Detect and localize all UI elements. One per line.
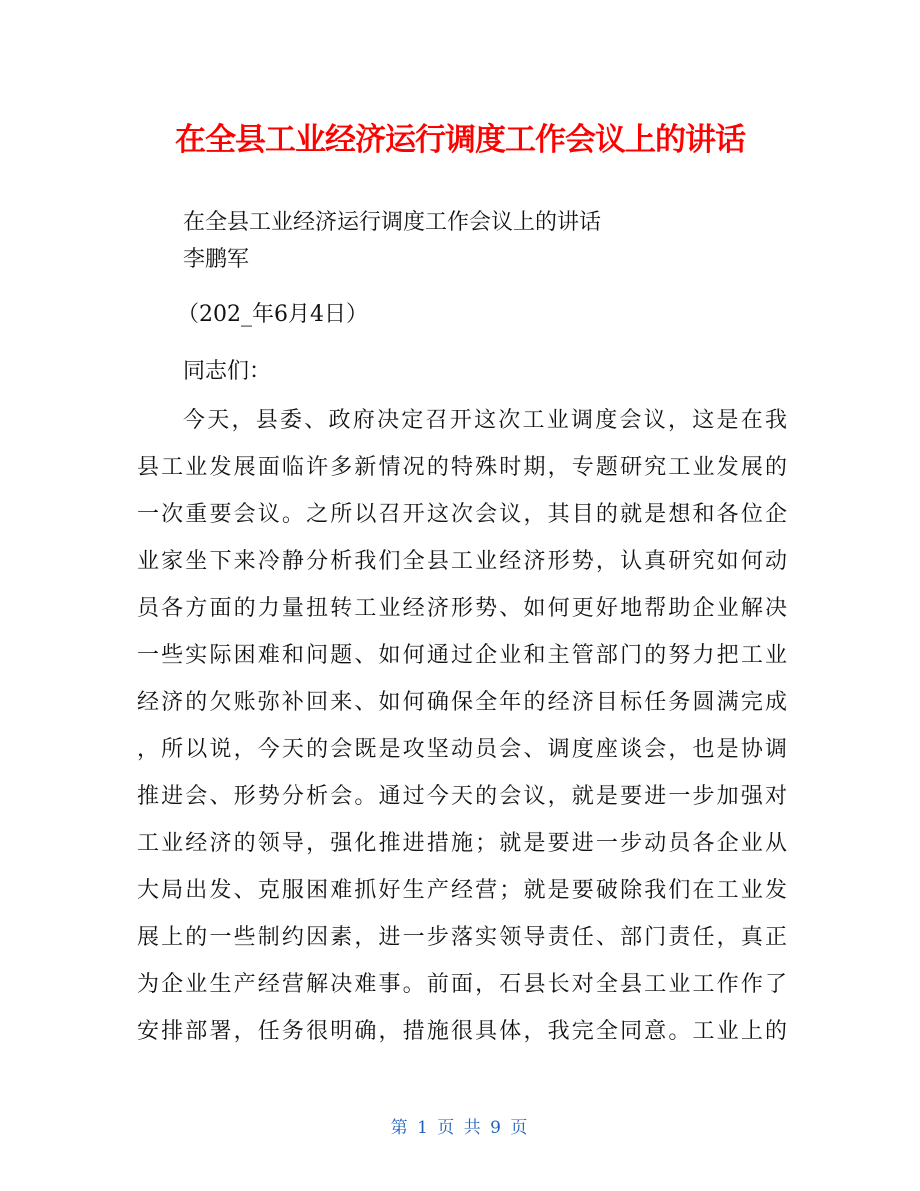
paragraph-line: 业家坐下来冷静分析我们全县工业经济形势，认真研究如何动 xyxy=(137,549,787,574)
author: 李鹏军 xyxy=(183,247,250,272)
paragraph-line: 今天，县委、政府决定召开这次工业调度会议，这是在我 xyxy=(183,408,787,433)
document-title: 在全县工业经济运行调度工作会议上的讲话 xyxy=(175,122,745,158)
paragraph-line: ，所以说，今天的会既是攻坚动员会、调度座谈会，也是协调 xyxy=(137,737,787,762)
paragraph-line: 安排部署，任务很明确，措施很具体，我完全同意。工业上的 xyxy=(137,1019,787,1044)
paragraph-line: 一些实际困难和问题、如何通过企业和主管部门的努力把工业 xyxy=(137,643,787,668)
paragraph-line: 经济的欠账弥补回来、如何确保全年的经济目标任务圆满完成 xyxy=(137,690,787,715)
paragraph-line: 工业经济的领导，强化推进措施；就是要进一步动员各企业从 xyxy=(137,831,787,856)
paragraph-line: 大局出发、克服困难抓好生产经营；就是要破除我们在工业发 xyxy=(137,878,787,903)
paragraph-line: 一次重要会议。之所以召开这次会议，其目的就是想和各位企 xyxy=(137,502,787,527)
paragraph-line: 员各方面的力量扭转工业经济形势、如何更好地帮助企业解决 xyxy=(137,596,787,621)
subtitle: 在全县工业经济运行调度工作会议上的讲话 xyxy=(183,210,602,235)
paragraph-line: 县工业发展面临许多新情况的特殊时期，专题研究工业发展的 xyxy=(137,455,787,480)
salutation: 同志们： xyxy=(183,359,272,384)
page-number-footer: 第 1 页 共 9 页 xyxy=(390,1118,530,1138)
date: （202_年6月4日） xyxy=(177,302,368,327)
paragraph-line: 推进会、形势分析会。通过今天的会议，就是要进一步加强对 xyxy=(137,784,787,809)
paragraph-line: 为企业生产经营解决难事。前面，石县长对全县工业工作作了 xyxy=(137,972,787,997)
paragraph-line: 展上的一些制约因素，进一步落实领导责任、部门责任，真正 xyxy=(137,925,787,950)
